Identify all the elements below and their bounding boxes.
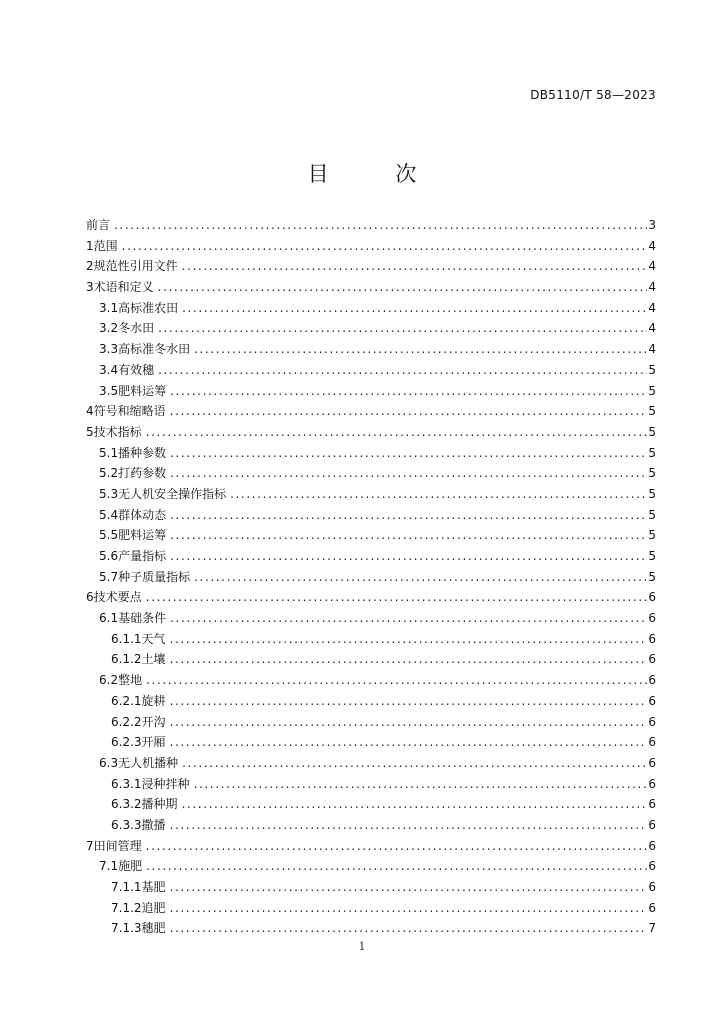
toc-leader-dots (170, 608, 647, 629)
toc-entry-page: 5 (648, 445, 656, 460)
toc-entry[interactable] (86, 691, 656, 712)
toc-entry-page: 4 (648, 342, 656, 357)
toc-entry-page: 6 (648, 652, 656, 667)
toc-entry[interactable] (86, 753, 656, 774)
toc-entry-number: 5.3 (99, 486, 119, 501)
toc-leader-dots (194, 339, 647, 360)
toc-entry-number: 7.1.1 (111, 880, 142, 894)
toc-entry-page: 5 (648, 424, 656, 439)
toc-entry-label: 无人机安全操作指标 (118, 486, 227, 501)
toc-entry-page: 5 (648, 466, 656, 481)
toc-entry-number: 6.2.2 (111, 714, 142, 729)
toc-entry[interactable] (86, 587, 656, 608)
toc-entry[interactable] (86, 525, 656, 546)
toc-leader-dots (146, 587, 647, 608)
toc-entry-number: 4 (86, 404, 94, 419)
toc-leader-dots (146, 422, 647, 443)
toc-entry-label: 施肥 (118, 859, 143, 874)
toc-leader-dots (158, 318, 647, 339)
toc-entry-page: 6 (648, 797, 656, 812)
toc-entry-label: 符号和缩略语 (93, 404, 166, 419)
toc-leader-dots (158, 277, 647, 298)
toc-entry-number: 6.3 (99, 755, 119, 770)
toc-entry-number: 3.1 (99, 300, 119, 315)
toc-entry-label: 天气 (141, 631, 166, 646)
toc-entry-page: 5 (648, 528, 656, 543)
toc-leader-dots (170, 525, 647, 546)
toc-entry-page: 5 (648, 569, 656, 584)
toc-entry[interactable] (86, 256, 656, 277)
toc-entry-label: 浸种拌种 (141, 776, 190, 791)
toc-entry-number: 2 (86, 259, 94, 274)
toc-entry-number: 1 (86, 238, 94, 253)
toc-entry-page: 5 (648, 507, 656, 522)
toc-entry[interactable] (86, 836, 656, 857)
toc-entry[interactable] (86, 898, 656, 919)
toc-entry-page: 4 (648, 280, 656, 295)
toc-leader-dots (122, 236, 647, 257)
toc-entry[interactable] (86, 401, 656, 422)
toc-leader-dots (182, 298, 647, 319)
toc-entry-label: 肥料运筹 (118, 528, 167, 543)
toc-entry-number: 6.1.2 (111, 652, 142, 667)
toc-leader-dots (146, 670, 647, 691)
toc-entry[interactable] (86, 918, 656, 939)
toc-entry-number: 6.2 (99, 673, 119, 688)
table-of-contents (86, 215, 656, 939)
toc-entry-label: 播种期 (141, 797, 178, 812)
toc-entry-page: 6 (648, 735, 656, 750)
toc-entry-page: 6 (648, 590, 656, 605)
toc-entry-number: 6.1 (99, 611, 119, 626)
toc-leader-dots (170, 443, 647, 464)
standard-code: DB5110/T 58—2023 (530, 88, 656, 102)
toc-entry-page: 5 (648, 486, 656, 501)
toc-entry-label: 高标准农田 (118, 300, 179, 315)
toc-entry-number: 3.4 (99, 362, 119, 377)
toc-entry-page: 5 (648, 549, 656, 563)
toc-entry-page: 6 (648, 838, 656, 853)
toc-entry-label: 术语和定义 (93, 280, 154, 295)
toc-entry[interactable] (86, 443, 656, 464)
toc-entry-label: 追肥 (141, 900, 166, 915)
toc-entry[interactable] (86, 505, 656, 526)
toc-entry[interactable] (86, 318, 656, 339)
toc-entry[interactable] (86, 608, 656, 629)
toc-entry-label: 穗肥 (141, 921, 166, 936)
toc-entry[interactable] (86, 484, 656, 505)
toc-entry-label: 前言 (86, 218, 111, 232)
toc-leader-dots (194, 774, 647, 795)
toc-entry-label: 规范性引用文件 (93, 259, 178, 274)
toc-entry-label: 范围 (93, 238, 118, 253)
toc-entry[interactable] (86, 463, 656, 484)
toc-leader-dots (194, 567, 647, 588)
toc-leader-dots (114, 215, 647, 236)
toc-entry-number: 7.1.3 (111, 921, 142, 936)
toc-entry[interactable] (86, 546, 656, 567)
toc-entry[interactable] (86, 567, 656, 588)
toc-entry[interactable] (86, 215, 656, 236)
toc-entry[interactable] (86, 856, 656, 877)
toc-entry-number: 3.3 (99, 342, 119, 357)
toc-entry-page: 6 (648, 611, 656, 626)
toc-entry[interactable] (86, 877, 656, 898)
toc-entry-number: 5 (86, 424, 94, 439)
toc-entry-label: 开厢 (141, 735, 166, 750)
toc-entry-number: 7 (86, 838, 94, 853)
toc-entry-label: 整地 (118, 673, 143, 688)
toc-entry-label: 开沟 (141, 714, 166, 729)
toc-leader-dots (170, 649, 647, 670)
toc-entry-label: 基础条件 (118, 611, 167, 626)
toc-entry[interactable] (86, 339, 656, 360)
toc-entry[interactable] (86, 732, 656, 753)
toc-entry[interactable] (86, 774, 656, 795)
toc-entry-number: 6.3.3 (111, 817, 142, 832)
toc-entry[interactable] (86, 794, 656, 815)
toc-entry-page: 5 (648, 362, 656, 377)
toc-entry[interactable] (86, 670, 656, 691)
toc-leader-dots (170, 815, 647, 836)
toc-entry[interactable] (86, 277, 656, 298)
toc-entry-label: 打药参数 (118, 466, 167, 481)
toc-entry-number: 6.3.1 (111, 776, 142, 791)
toc-leader-dots (170, 401, 647, 422)
toc-entry-number: 5.5 (99, 528, 119, 543)
toc-leader-dots (146, 836, 647, 857)
toc-leader-dots (182, 794, 647, 815)
toc-entry-label: 冬水田 (118, 321, 155, 336)
toc-entry[interactable] (86, 422, 656, 443)
toc-entry-label: 产量指标 (118, 549, 167, 563)
toc-entry[interactable] (86, 298, 656, 319)
toc-entry-page: 4 (648, 238, 656, 253)
toc-leader-dots (170, 712, 647, 733)
toc-entry-page: 4 (648, 321, 656, 336)
toc-entry-label: 技术要点 (93, 590, 142, 605)
toc-entry-page: 4 (648, 300, 656, 315)
toc-leader-dots (170, 877, 647, 898)
toc-entry-label: 土壤 (141, 652, 166, 667)
toc-entry-page: 6 (648, 755, 656, 770)
toc-entry-number: 5.7 (99, 569, 119, 584)
toc-entry-label: 群体动态 (118, 507, 167, 522)
toc-leader-dots (170, 546, 647, 567)
toc-leader-dots (170, 918, 647, 939)
toc-leader-dots (170, 381, 647, 402)
toc-entry[interactable] (86, 712, 656, 733)
toc-entry-number: 5.4 (99, 507, 119, 522)
toc-entry[interactable] (86, 360, 656, 381)
toc-entry-page: 6 (648, 693, 656, 708)
toc-entry-page: 6 (648, 817, 656, 832)
toc-leader-dots (170, 463, 647, 484)
toc-leader-dots (230, 484, 647, 505)
toc-entry-page: 6 (648, 880, 656, 894)
toc-entry-label: 播种参数 (118, 445, 167, 460)
toc-entry-label: 技术指标 (93, 424, 142, 439)
toc-entry-page: 6 (648, 714, 656, 729)
toc-entry-label: 基肥 (141, 880, 166, 894)
toc-leader-dots (170, 691, 647, 712)
toc-entry[interactable] (86, 629, 656, 650)
toc-entry-number: 3 (86, 280, 94, 295)
toc-entry-number: 5.6 (99, 549, 119, 563)
toc-entry-page: 5 (648, 383, 656, 398)
toc-entry-label: 肥料运筹 (118, 383, 167, 398)
toc-entry-label: 撒播 (141, 817, 166, 832)
toc-entry-number: 6 (86, 590, 94, 605)
page-title: 目 次 (307, 162, 447, 186)
toc-leader-dots (158, 360, 647, 381)
toc-entry-number: 7.1.2 (111, 900, 142, 915)
toc-entry-number: 6.2.3 (111, 735, 142, 750)
toc-leader-dots (170, 898, 647, 919)
toc-leader-dots (170, 732, 647, 753)
toc-entry-number: 7.1 (99, 859, 119, 874)
toc-entry[interactable] (86, 649, 656, 670)
toc-entry-label: 无人机播种 (118, 755, 179, 770)
toc-entry-page: 6 (648, 859, 656, 874)
toc-entry-page: 6 (648, 776, 656, 791)
toc-entry-label: 田间管理 (93, 838, 142, 853)
toc-entry-page: 6 (648, 631, 656, 646)
toc-entry-number: 3.2 (99, 321, 119, 336)
toc-entry-page: 5 (648, 404, 656, 419)
toc-leader-dots (182, 256, 647, 277)
toc-entry-label: 高标准冬水田 (118, 342, 191, 357)
toc-entry-number: 5.1 (99, 445, 119, 460)
toc-leader-dots (170, 505, 647, 526)
toc-entry-number: 5.2 (99, 466, 119, 481)
toc-entry-page: 6 (648, 900, 656, 915)
toc-entry[interactable] (86, 381, 656, 402)
toc-leader-dots (146, 856, 647, 877)
toc-entry-number: 6.2.1 (111, 693, 142, 708)
toc-entry[interactable] (86, 236, 656, 257)
toc-entry-page: 3 (648, 218, 656, 232)
toc-entry-number: 6.3.2 (111, 797, 142, 812)
toc-entry-number: 6.1.1 (111, 631, 142, 646)
toc-leader-dots (182, 753, 647, 774)
toc-leader-dots (170, 629, 647, 650)
toc-entry-label: 有效穗 (118, 362, 155, 377)
toc-entry-page: 7 (648, 921, 656, 936)
toc-entry-number: 3.5 (99, 383, 119, 398)
toc-entry-label: 旋耕 (141, 693, 166, 708)
toc-entry-label: 种子质量指标 (118, 569, 191, 584)
page-number: 1 (358, 940, 366, 953)
toc-entry-page: 6 (648, 673, 656, 688)
toc-entry-page: 4 (648, 259, 656, 274)
toc-entry[interactable] (86, 815, 656, 836)
